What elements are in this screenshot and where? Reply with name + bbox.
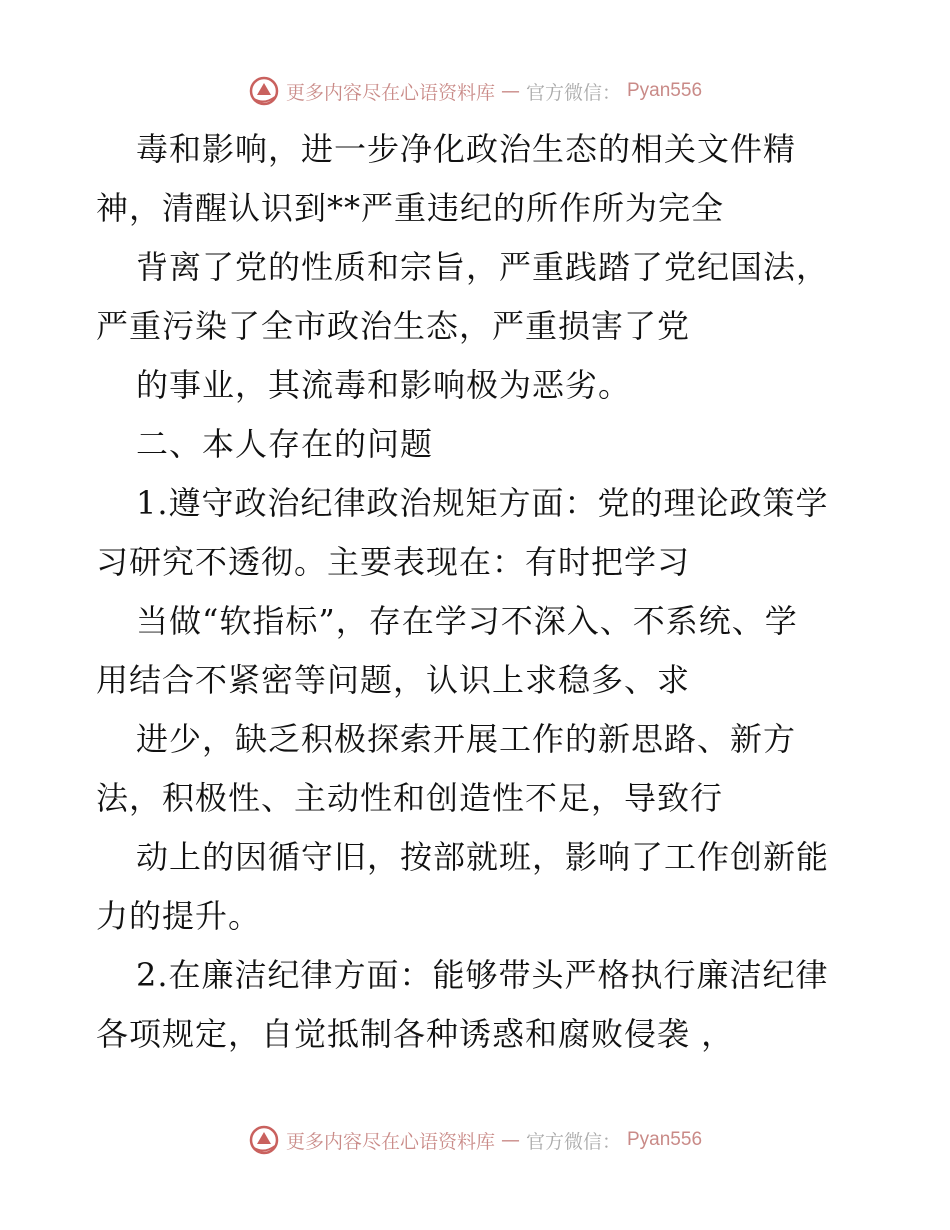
watermark-brand: 更多内容尽在心语资料库 <box>285 81 495 104</box>
watermark-separator: — <box>500 80 520 102</box>
watermark-wechat-id: Pyan556 <box>627 80 703 101</box>
section-heading: 二、本人存在的问题 <box>136 425 434 463</box>
watermark-label: 官方微信： <box>525 81 621 104</box>
watermark-wechat-id: Pyan556 <box>627 1129 703 1150</box>
logo-icon <box>248 1124 280 1156</box>
body-line: 毒和影响，进一步净化政治生态的相关文件精 <box>136 130 797 168</box>
body-line: 2.在廉洁纪律方面：能够带头严格执行廉洁纪律 <box>136 956 829 994</box>
body-line: 严重污染了全市政治生态，严重损害了党 <box>96 307 691 345</box>
body-line: 法，积极性、主动性和创造性不足，导致行 <box>96 779 724 817</box>
body-line: 背离了党的性质和宗旨，严重践踏了党纪国法， <box>136 248 830 286</box>
header-watermark <box>0 75 950 107</box>
body-line: 用结合不紧密等问题，认识上求稳多、求 <box>96 661 691 699</box>
document-body <box>96 120 856 1064</box>
body-line: 1.遵守政治纪律政治规矩方面：党的理论政策学 <box>136 484 829 522</box>
footer-watermark <box>0 1124 950 1156</box>
body-line: 习研究不透彻。主要表现在：有时把学习 <box>96 543 691 581</box>
body-line: 力的提升。 <box>96 897 262 935</box>
body-line: 各项规定，自觉抵制各种诱惑和腐败侵袭 ， <box>96 1015 735 1053</box>
body-line: 神，清醒认识到**严重违纪的所作所为完全 <box>96 189 725 227</box>
body-line: 动上的因循守旧，按部就班，影响了工作创新能 <box>136 838 830 876</box>
watermark-separator: — <box>500 1129 520 1151</box>
watermark-brand: 更多内容尽在心语资料库 <box>285 1130 495 1153</box>
body-line: 进少，缺乏积极探索开展工作的新思路、新方 <box>136 720 797 758</box>
watermark-label: 官方微信： <box>525 1130 621 1153</box>
logo-icon <box>248 75 280 107</box>
body-line: 当做“软指标”，存在学习不深入、不系统、学 <box>136 602 798 640</box>
body-line: 的事业，其流毒和影响极为恶劣。 <box>136 366 632 404</box>
